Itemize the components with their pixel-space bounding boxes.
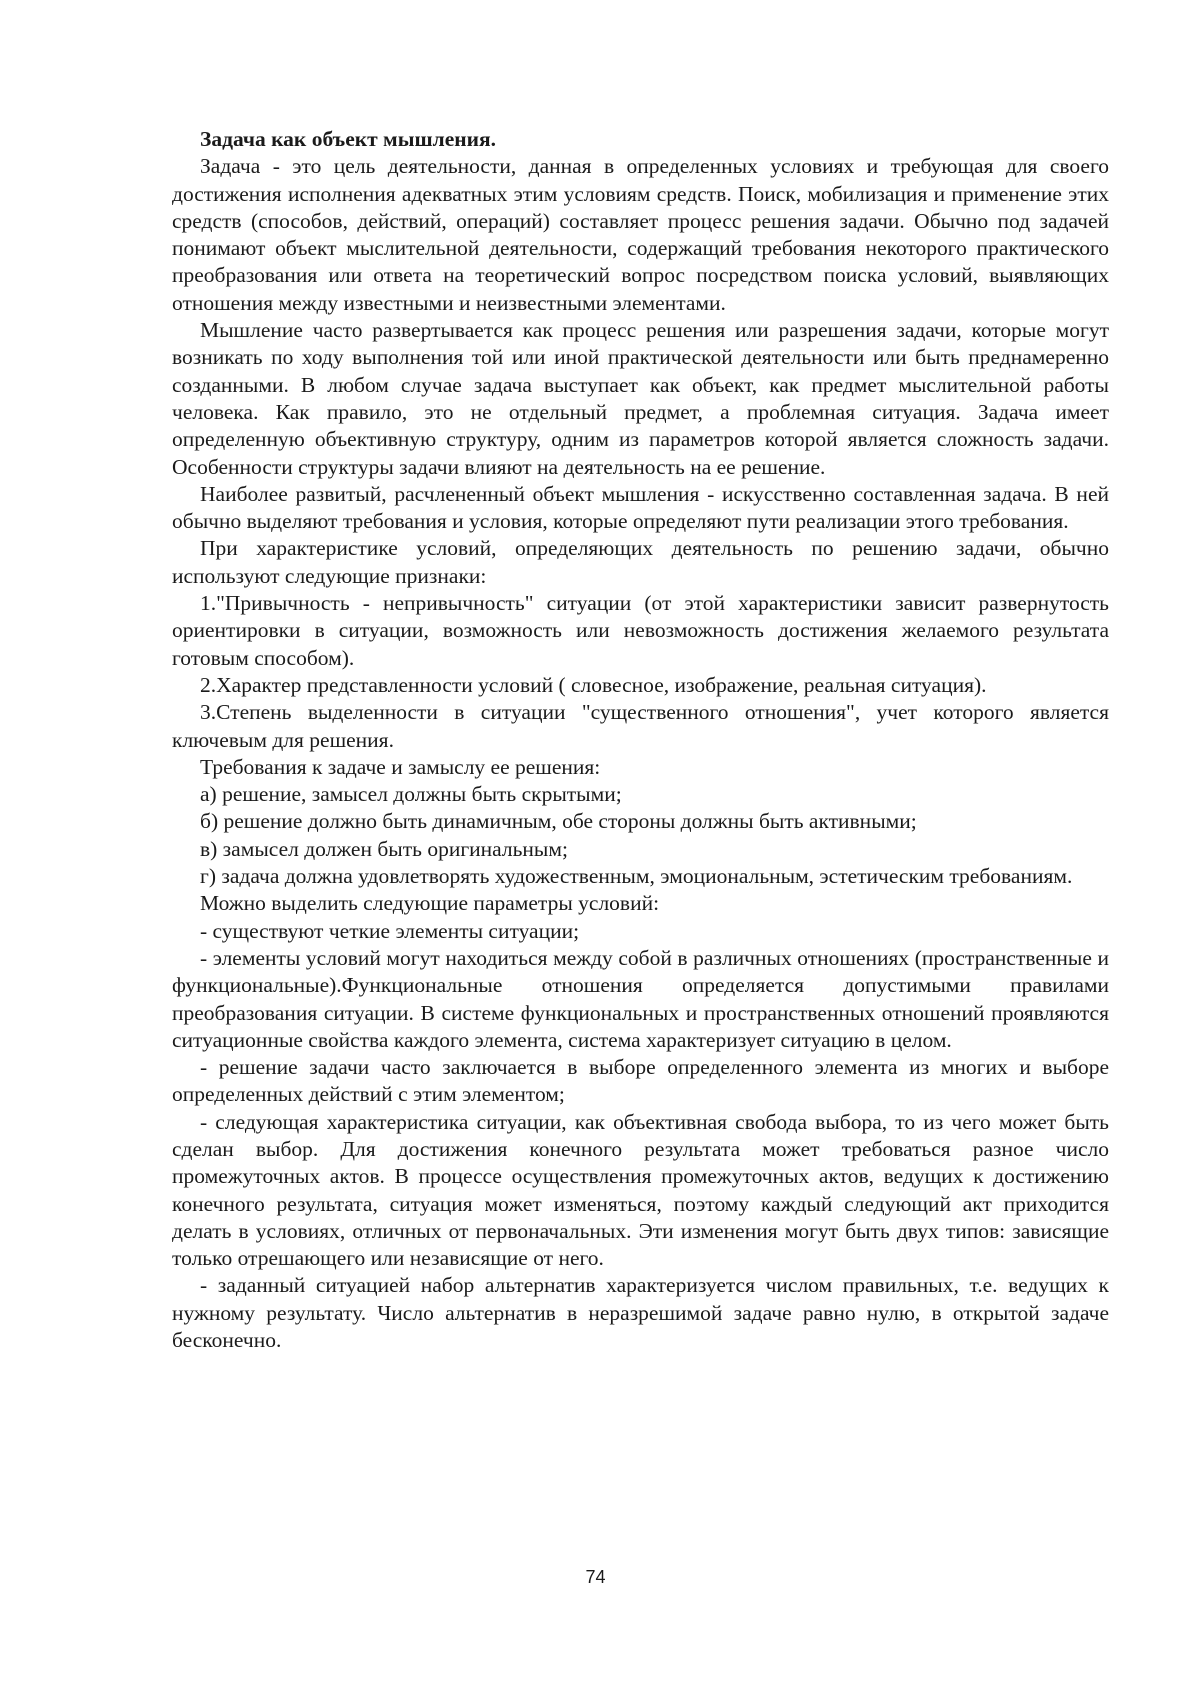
paragraph: При характеристике условий, определяющих деятельность по решению задачи, обычно используют следующие признаки: [172,536,1109,588]
list-item: 1."Привычность - непривычность" ситуации (от этой характеристики зависит развернутость ориентировки в ситуации, возможность или невозможность достижения желаемого результата готовым способом). [172,591,1109,670]
list-item: 3.Степень выделенности в ситуации "существенного отношения", учет которого является ключевым для решения. [172,700,1109,752]
paragraph: Наиболее развитый, расчлененный объект мышления - искусственно составленная задача. В ней обычно выделяют требования и условия, которые определяют пути реализации этого требования. [172,481,1109,534]
paragraph: Можно выделить следующие параметры условий: [200,891,660,916]
list-item: - заданный ситуацией набор альтернатив характеризуется числом правильных, т.е. ведущих к нужному результату. Число альтернатив в неразрешимой задаче равно нулю, в открытой задаче бесконечно. [172,1273,1109,1353]
list-item: в) замысел должен быть оригинальным; [200,836,568,861]
paragraph: Мышление часто развертывается как процесс решения или разрешения задачи, которые могут возникать по ходу выполнения той или иной практической деятельности или быть преднамеренно созданными. В любом случае задача выступает как объект, как предмет мыслительной работы человека. Как правило, это не отдельный предмет, а проблемная ситуация. Задача имеет определенную объективную структуру, одним из параметров которой является сложность задачи. Особенности структуры задачи влияют на деятельность на ее решение. [172,318,1109,479]
list-item: а) решение, замысел должны быть скрытыми; [200,782,622,807]
section-heading: Задача как объект мышления. [200,127,497,151]
list-item: б) решение должно быть динамичным, обе стороны должны быть активными; [200,809,917,834]
list-item: - следующая характеристика ситуации, как объективная свобода выбора, то из чего может быть сделан выбор. Для достижения конечного результата может требоваться разное число промежуточных актов. В процессе осуществления промежуточных актов, ведущих к достижению конечного результата, ситуация может изменяться, поэтому каждый следующий акт приходится делать в условиях, отличных от первоначальных. Эти изменения могут быть двух типов: зависящие только отрешающего или независящие от него. [172,1109,1109,1271]
text-column [172,126,1109,1354]
paragraph: Требования к задаче и замыслу ее решения: [200,754,601,779]
list-item: 2.Характер представленности условий ( словесное, изображение, реальная ситуация). [200,672,987,697]
page-number: 74 [585,1567,606,1587]
list-item: - элементы условий могут находиться между собой в различных отношениях (пространственные и функциональные).Функциональные отношения определяется допустимыми правилами преобразования ситуации. В системе функциональных и пространственных отношений проявляются ситуационные свойства каждого элемента, система характеризует ситуацию в целом. [172,945,1109,1052]
list-item: - существуют четкие элементы ситуации; [200,918,580,943]
list-item: г) задача должна удовлетворять художественным, эмоциональным, эстетическим требованиям. [200,864,1073,889]
paragraph: Задача - это цель деятельности, данная в определенных условиях и требующая для своего достижения исполнения адекватных этим условиям средств. Поиск, мобилизация и применение этих средств (способов, действий, операций) составляет процесс решения задачи. Обычно под задачей понимают объект мыслительной деятельности, содержащий требования некоторого практического преобразования или ответа на теоретический вопрос посредством поиска условий, выявляющих отношения между известными и неизвестными элементами. [172,154,1109,315]
list-item: - решение задачи часто заключается в выборе определенного элемента из многих и выборе определенных действий с этим элементом; [172,1055,1109,1107]
